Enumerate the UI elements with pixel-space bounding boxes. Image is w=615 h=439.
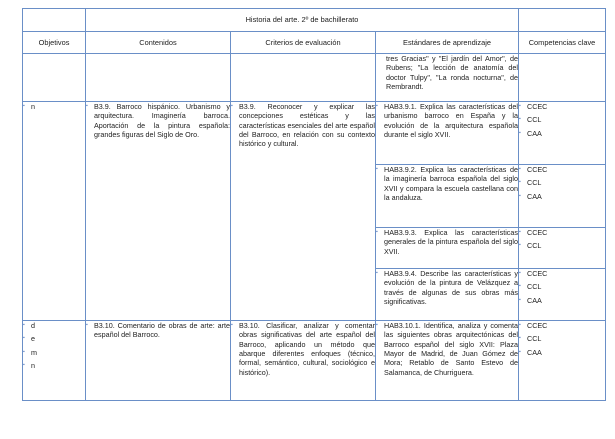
competencia-item: ▪ CCEC — [519, 269, 605, 278]
objetivos-cell — [23, 102, 86, 321]
objetivo-item: ▪ e — [23, 334, 85, 343]
estandar-item: ▪ HAB3.9.3. Explica las características generales de la pintura española del siglo XVII. — [376, 228, 518, 256]
contenido-cell — [86, 321, 231, 401]
competencias-cell — [519, 165, 606, 228]
competencias-cell — [519, 321, 606, 401]
continuation-text: tres Gracias" y "El jardín del Amor", de Rubens; "La lección de anatomía del doctor Tulpy", "La ronda nocturna", de Rembrandt. — [376, 54, 519, 102]
estandar-cell — [376, 228, 519, 269]
competencia-item: ▪ CAA — [519, 129, 605, 138]
competencia-item: ▪ CAA — [519, 192, 605, 201]
title-row — [23, 9, 606, 32]
competencia-item: ▪ CAA — [519, 296, 605, 305]
estandar-cell — [376, 321, 519, 401]
competencias-cell — [519, 269, 606, 321]
competencia-item: ▪ CCEC — [519, 321, 605, 330]
header-estandares: Estándares de aprendizaje — [376, 32, 519, 54]
objetivo-item: ▪ m — [23, 348, 85, 357]
competencia-item: ▪ CAA — [519, 348, 605, 357]
table-title: Historia del arte. 2º de bachillerato — [86, 9, 519, 32]
criterio-item: ▪ B3.10. Clasificar, analizar y comentar obras significativas del arte español del Barroco, aplicando un método que abarque diferentes enfoques (técnico, formal, semántico, cultural, sociológico e histórico). — [231, 321, 375, 377]
header-objetivos: Objetivos — [23, 32, 86, 54]
competencia-item: ▪ CCL — [519, 334, 605, 343]
criterio-cell — [231, 321, 376, 401]
competencia-item: ▪ CCEC — [519, 165, 605, 174]
competencia-item: ▪ CCL — [519, 178, 605, 187]
criterio-item: ▪ B3.9. Reconocer y explicar las concepciones estéticas y las características esenciales del arte español del Barroco, en relación con su contexto histórico y cultural. — [231, 102, 375, 149]
competencia-item: ▪ CCEC — [519, 102, 605, 111]
curriculum-table — [22, 8, 606, 401]
competencia-item: ▪ CCEC — [519, 228, 605, 237]
criterio-cell — [231, 102, 376, 321]
objetivos-cell — [23, 321, 86, 401]
objetivo-item: ▪ n — [23, 102, 85, 111]
estandar-cell — [376, 165, 519, 228]
table-row — [23, 321, 606, 401]
header-competencias: Competencias clave — [519, 32, 606, 54]
estandar-cell — [376, 269, 519, 321]
empty-corner — [23, 9, 86, 32]
contenido-item: ▪ B3.10. Comentario de obras de arte: arte español del Barroco. — [86, 321, 230, 340]
competencia-item: ▪ CCL — [519, 282, 605, 291]
estandar-cell — [376, 102, 519, 165]
table-row — [23, 102, 606, 165]
estandar-item: ▪ HAB3.9.1. Explica las características del urbanismo barroco en España y la evolución de la arquitectura española durante el siglo XVII. — [376, 102, 518, 139]
empty-corner-right — [519, 9, 606, 32]
estandar-item: ▪ HAB3.9.2. Explica las características de la imaginería barroca española del siglo XVII y compara la escuela castellana con la andaluza. — [376, 165, 518, 202]
competencia-item: ▪ CCL — [519, 115, 605, 124]
header-criterios: Criterios de evaluación — [231, 32, 376, 54]
header-row — [23, 32, 606, 54]
competencia-item: ▪ CCL — [519, 241, 605, 250]
continuation-row — [23, 54, 606, 102]
estandar-item: ▪ HAB3.10.1. Identifica, analiza y comenta las siguientes obras arquitectónicas del Barroco español del siglo XVII: Plaza Mayor de Madrid, de Juan Gómez de Mora; Retablo de Santo Estevo de Salamanca, de Churriguera. — [376, 321, 518, 377]
estandar-item: ▪ HAB3.9.4. Describe las características y evolución de la pintura de Velázquez a través de algunas de sus obras más significativas. — [376, 269, 518, 306]
contenido-item: ▪ B3.9. Barroco hispánico. Urbanismo y arquitectura. Imaginería barroca. Aportación de la pintura española: grandes figuras del Siglo de Oro. — [86, 102, 230, 139]
contenido-cell — [86, 102, 231, 321]
objetivo-item: ▪ n — [23, 361, 85, 370]
header-contenidos: Contenidos — [86, 32, 231, 54]
competencias-cell — [519, 102, 606, 165]
objetivo-item: ▪ d — [23, 321, 85, 330]
competencias-cell — [519, 228, 606, 269]
